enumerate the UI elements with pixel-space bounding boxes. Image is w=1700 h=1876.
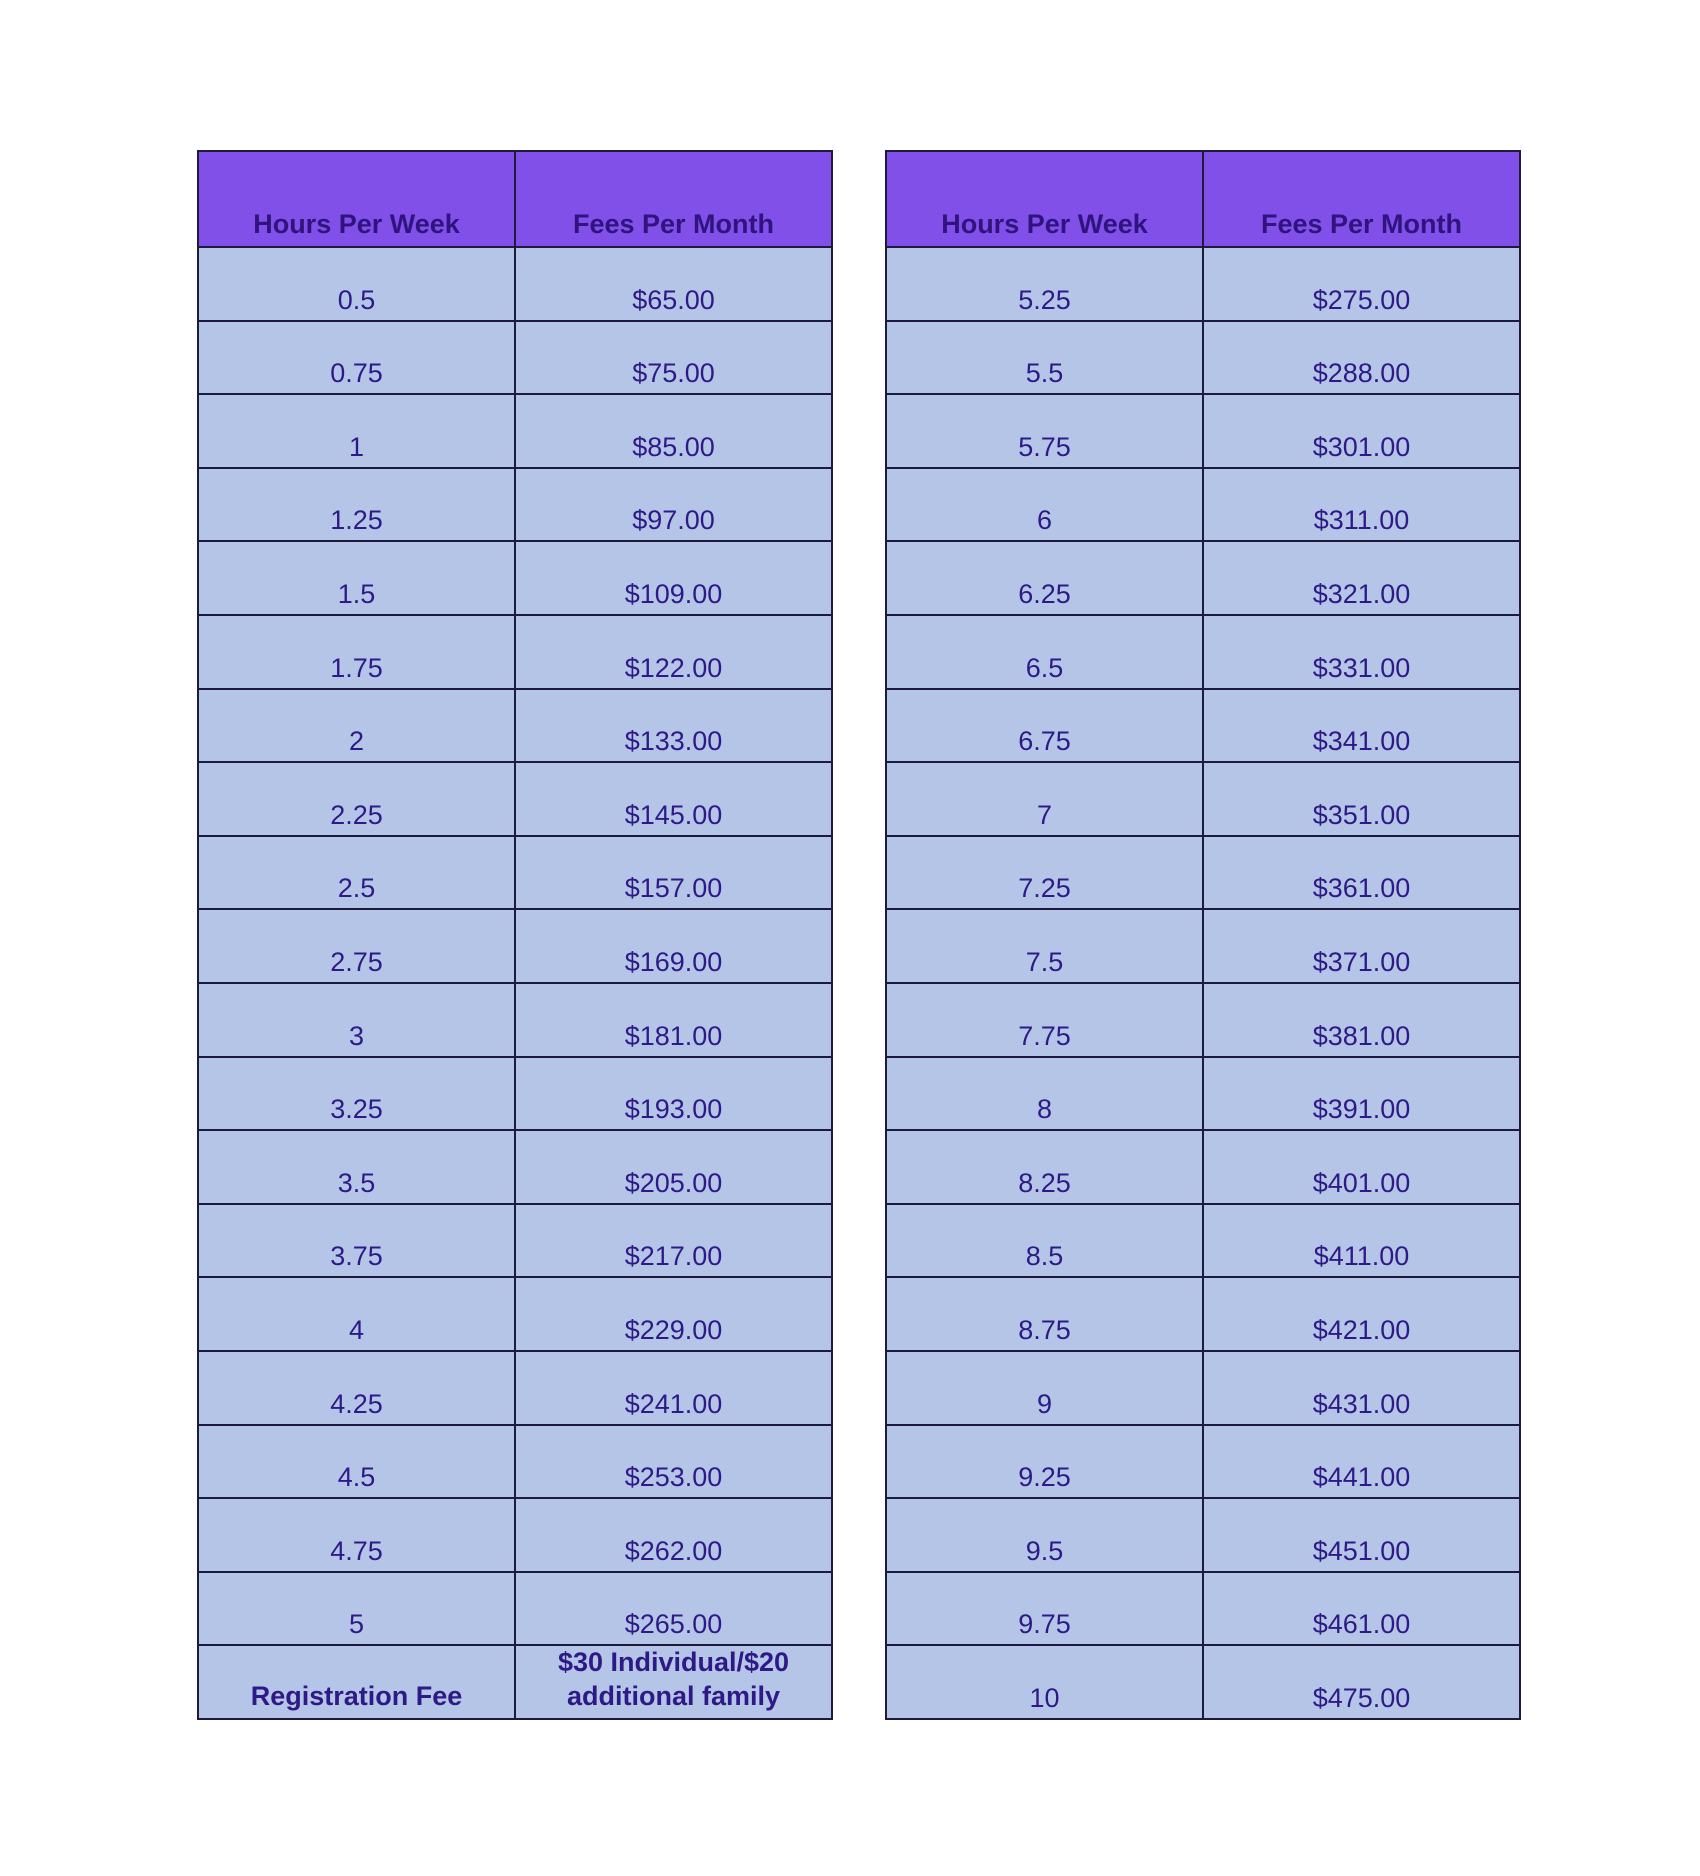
table-row bbox=[198, 689, 832, 763]
registration-fee-label: Registration Fee bbox=[198, 1645, 515, 1719]
table-row bbox=[886, 1351, 1520, 1425]
table-row bbox=[886, 983, 1520, 1057]
table-row bbox=[198, 1130, 832, 1204]
table-header-row bbox=[198, 151, 832, 247]
hours-cell: 8.75 bbox=[886, 1277, 1203, 1351]
table-row bbox=[886, 689, 1520, 763]
table-row bbox=[198, 1425, 832, 1499]
hours-cell: 9.5 bbox=[886, 1498, 1203, 1572]
table-row bbox=[198, 321, 832, 395]
column-header-hours: Hours Per Week bbox=[886, 151, 1203, 247]
registration-fee-value: $30 Individual/$20 additional family bbox=[515, 1645, 832, 1719]
table-row bbox=[886, 909, 1520, 983]
hours-cell: 1.5 bbox=[198, 541, 515, 615]
fee-cell: $391.00 bbox=[1203, 1057, 1520, 1131]
hours-cell: 7.25 bbox=[886, 836, 1203, 910]
fee-cell: $341.00 bbox=[1203, 689, 1520, 763]
hours-cell: 3.5 bbox=[198, 1130, 515, 1204]
hours-cell: 9 bbox=[886, 1351, 1203, 1425]
hours-cell: 5.5 bbox=[886, 321, 1203, 395]
fee-cell: $109.00 bbox=[515, 541, 832, 615]
table-header-row bbox=[886, 151, 1520, 247]
fee-cell: $288.00 bbox=[1203, 321, 1520, 395]
hours-cell: 2.5 bbox=[198, 836, 515, 910]
hours-cell: 10 bbox=[886, 1645, 1203, 1719]
fee-cell: $331.00 bbox=[1203, 615, 1520, 689]
hours-cell: 0.75 bbox=[198, 321, 515, 395]
hours-cell: 9.75 bbox=[886, 1572, 1203, 1646]
table-row bbox=[198, 1498, 832, 1572]
hours-cell: 8.25 bbox=[886, 1130, 1203, 1204]
fee-table-left bbox=[197, 150, 833, 1720]
hours-cell: 3 bbox=[198, 983, 515, 1057]
table-row bbox=[886, 1498, 1520, 1572]
table-row bbox=[886, 247, 1520, 321]
table-row bbox=[198, 836, 832, 910]
table-row bbox=[198, 1572, 832, 1646]
fee-cell: $253.00 bbox=[515, 1425, 832, 1499]
table-row bbox=[198, 1057, 832, 1131]
fee-cell: $241.00 bbox=[515, 1351, 832, 1425]
table-row bbox=[198, 1204, 832, 1278]
hours-cell: 6.75 bbox=[886, 689, 1203, 763]
hours-cell: 7.5 bbox=[886, 909, 1203, 983]
fee-cell: $85.00 bbox=[515, 394, 832, 468]
hours-cell: 3.25 bbox=[198, 1057, 515, 1131]
hours-cell: 9.25 bbox=[886, 1425, 1203, 1499]
fee-table-right bbox=[885, 150, 1521, 1720]
table-row bbox=[886, 1057, 1520, 1131]
column-header-fees: Fees Per Month bbox=[515, 151, 832, 247]
table-row bbox=[886, 468, 1520, 542]
hours-cell: 5.25 bbox=[886, 247, 1203, 321]
table-row bbox=[198, 615, 832, 689]
hours-cell: 8 bbox=[886, 1057, 1203, 1131]
fee-cell: $381.00 bbox=[1203, 983, 1520, 1057]
table-row bbox=[886, 836, 1520, 910]
table-row bbox=[886, 615, 1520, 689]
hours-cell: 0.5 bbox=[198, 247, 515, 321]
fee-cell: $361.00 bbox=[1203, 836, 1520, 910]
column-header-hours: Hours Per Week bbox=[198, 151, 515, 247]
hours-cell: 5 bbox=[198, 1572, 515, 1646]
fee-cell: $229.00 bbox=[515, 1277, 832, 1351]
table-row bbox=[886, 1645, 1520, 1719]
table-row bbox=[886, 394, 1520, 468]
fee-cell: $265.00 bbox=[515, 1572, 832, 1646]
hours-cell: 1.75 bbox=[198, 615, 515, 689]
fee-cell: $311.00 bbox=[1203, 468, 1520, 542]
hours-cell: 5.75 bbox=[886, 394, 1203, 468]
fee-cell: $475.00 bbox=[1203, 1645, 1520, 1719]
table-row bbox=[198, 247, 832, 321]
table-row bbox=[886, 1204, 1520, 1278]
fee-cell: $351.00 bbox=[1203, 762, 1520, 836]
fee-cell: $441.00 bbox=[1203, 1425, 1520, 1499]
hours-cell: 6.25 bbox=[886, 541, 1203, 615]
fee-cell: $75.00 bbox=[515, 321, 832, 395]
fee-cell: $157.00 bbox=[515, 836, 832, 910]
fee-cell: $275.00 bbox=[1203, 247, 1520, 321]
fee-cell: $181.00 bbox=[515, 983, 832, 1057]
table-row bbox=[886, 1130, 1520, 1204]
table-row bbox=[198, 983, 832, 1057]
fee-cell: $301.00 bbox=[1203, 394, 1520, 468]
hours-cell: 4.5 bbox=[198, 1425, 515, 1499]
fee-cell: $401.00 bbox=[1203, 1130, 1520, 1204]
table-row bbox=[886, 1277, 1520, 1351]
column-header-fees: Fees Per Month bbox=[1203, 151, 1520, 247]
hours-cell: 4.75 bbox=[198, 1498, 515, 1572]
hours-cell: 8.5 bbox=[886, 1204, 1203, 1278]
table-row bbox=[198, 468, 832, 542]
fee-cell: $133.00 bbox=[515, 689, 832, 763]
hours-cell: 7.75 bbox=[886, 983, 1203, 1057]
table-row bbox=[198, 909, 832, 983]
table-row bbox=[198, 762, 832, 836]
registration-fee-row bbox=[198, 1645, 832, 1719]
fee-cell: $122.00 bbox=[515, 615, 832, 689]
fee-cell: $169.00 bbox=[515, 909, 832, 983]
fee-cell: $371.00 bbox=[1203, 909, 1520, 983]
fee-cell: $461.00 bbox=[1203, 1572, 1520, 1646]
fee-cell: $193.00 bbox=[515, 1057, 832, 1131]
hours-cell: 6 bbox=[886, 468, 1203, 542]
table-row bbox=[886, 541, 1520, 615]
table-row bbox=[198, 394, 832, 468]
fee-cell: $262.00 bbox=[515, 1498, 832, 1572]
table-row bbox=[198, 541, 832, 615]
fee-cell: $65.00 bbox=[515, 247, 832, 321]
fee-cell: $217.00 bbox=[515, 1204, 832, 1278]
table-row bbox=[886, 762, 1520, 836]
table-row bbox=[198, 1351, 832, 1425]
fee-cell: $205.00 bbox=[515, 1130, 832, 1204]
fee-cell: $145.00 bbox=[515, 762, 832, 836]
hours-cell: 1 bbox=[198, 394, 515, 468]
fee-cell: $411.00 bbox=[1203, 1204, 1520, 1278]
fee-cell: $431.00 bbox=[1203, 1351, 1520, 1425]
fee-cell: $97.00 bbox=[515, 468, 832, 542]
table-row bbox=[886, 1425, 1520, 1499]
hours-cell: 3.75 bbox=[198, 1204, 515, 1278]
hours-cell: 4 bbox=[198, 1277, 515, 1351]
hours-cell: 6.5 bbox=[886, 615, 1203, 689]
table-row bbox=[886, 1572, 1520, 1646]
fee-cell: $451.00 bbox=[1203, 1498, 1520, 1572]
hours-cell: 7 bbox=[886, 762, 1203, 836]
table-row bbox=[886, 321, 1520, 395]
hours-cell: 1.25 bbox=[198, 468, 515, 542]
hours-cell: 2 bbox=[198, 689, 515, 763]
hours-cell: 2.25 bbox=[198, 762, 515, 836]
fee-cell: $321.00 bbox=[1203, 541, 1520, 615]
table-row bbox=[198, 1277, 832, 1351]
fee-cell: $421.00 bbox=[1203, 1277, 1520, 1351]
hours-cell: 4.25 bbox=[198, 1351, 515, 1425]
hours-cell: 2.75 bbox=[198, 909, 515, 983]
